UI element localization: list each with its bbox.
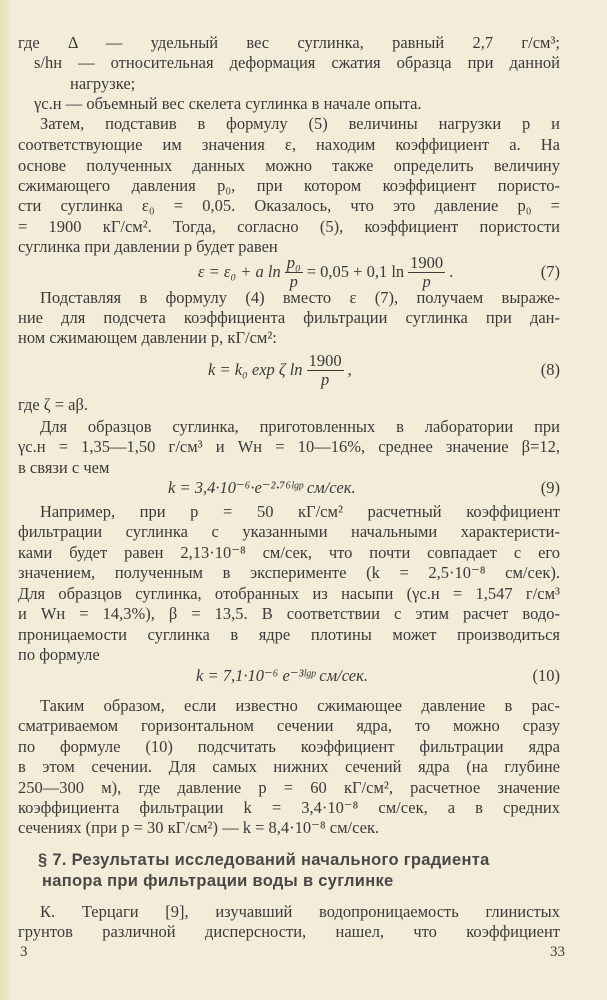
text-line: сматриваемом горизонтальном сечении ядра, то можно сразу [18, 716, 560, 735]
text-line: по формуле (10) подсчитать коэффициент фильтрации ядра [18, 737, 560, 756]
equation-number: (7) [540, 262, 560, 281]
text-line: значением, полученным в эксперименте (k = 2,5·10⁻⁸ см/сек). [18, 563, 560, 582]
eq-part: , [347, 360, 352, 379]
equation-number: (8) [540, 360, 560, 379]
text-line: сжимающего давления p₀, при котором коэффициент пористо- [18, 176, 560, 195]
text-line: по формуле [18, 645, 100, 664]
numerator: 1900 [308, 350, 342, 370]
text-line: γс.н = 1,35—1,50 г/см³ и Wн = 10—16%, среднее значение β=12, [18, 437, 560, 456]
signature-mark: 3 [20, 944, 28, 960]
text-line: суглинка при давлении p будет равен [18, 237, 278, 256]
text-line: Затем, подставив в формулу (5) величины нагрузки p и [40, 114, 560, 133]
text-line: и Wн = 14,3%), β = 13,5. В соответствии с этим расчет водо- [18, 604, 560, 623]
equation-8 [18, 348, 560, 392]
text-line: 250—300 м), где давление p = 60 кГ/см², расчетное значение [18, 778, 560, 797]
text-line: ками будет равен 2,13·10⁻⁸ см/сек, что почти совпадает с его [18, 543, 560, 562]
text-line: ние для подсчета коэффициента фильтрации суглинка при дан- [18, 308, 560, 327]
text-line: Для образцов суглинка, отобранных из насыпи (γс.н = 1,547 г/см³ [18, 584, 560, 603]
eq-part: k = 3,4·10⁻⁶·e⁻²·⁷⁶ˡᵍᵖ см/сек. [168, 478, 356, 497]
text-line: грунтов различной дисперсности, нашел, что коэффициент [18, 922, 560, 941]
text-line: проницаемости суглинка в ядре плотины может производиться [18, 625, 560, 644]
eq-part: = 0,05 + 0,1 ln [306, 262, 405, 281]
equation-number: (9) [540, 478, 560, 497]
fraction [307, 352, 344, 389]
eq-part: . [449, 262, 454, 281]
text-line: Например, при p = 50 кГ/см² расчетный коэффициент [40, 502, 560, 521]
page-edge-shadow [0, 0, 12, 1000]
text-line: в связи с чем [18, 458, 110, 477]
text-line: где Δ — удельный вес суглинка, равный 2,7 г/см³; [18, 33, 560, 52]
text-line: сти суглинка ε₀ = 0,05. Оказалось, что это давление p₀ = [18, 196, 560, 215]
equation-number: (10) [532, 666, 560, 685]
text-line: соответствующие им значения ε, находим коэффициент a. На [18, 135, 560, 154]
eq-part: k = 7,1·10⁻⁶ e⁻³ˡᵍᵖ см/сек. [196, 666, 368, 685]
equation-10 [18, 654, 560, 698]
text-line: К. Терцаги [9], изучавший водопроницаемость глинистых [40, 902, 560, 921]
denominator: p [320, 369, 330, 389]
fraction [285, 254, 303, 291]
eq-part: k = k₀ exp ζ ln [208, 360, 303, 379]
text-line: Таким образом, если известно сжимающее давление в рас- [40, 696, 560, 715]
text-line: ном сжимающем давлении p, кГ/см²: [18, 328, 277, 347]
text-line: в этом сечении. Для самых нижних сечений ядра (на глубине [18, 757, 560, 776]
text-line: = 1900 кГ/см². Тогда, согласно (5), коэффициент пористости [18, 217, 560, 236]
section-heading: напора при фильтрации воды в суглинке [42, 872, 394, 890]
text-line: сечениях (при p = 30 кГ/см²) — k = 8,4·10⁻⁸ см/сек. [18, 818, 380, 837]
eq-part: ε = ε₀ + a ln [198, 262, 281, 281]
text-line: Подставляя в формулу (4) вместо ε (7), получаем выраже- [40, 288, 560, 307]
section-heading: § 7. Результаты исследований начального градиента [38, 851, 490, 869]
text-line: Для образцов суглинка, приготовленных в лаборатории при [40, 417, 560, 436]
text-line: где ζ = aβ. [18, 395, 89, 414]
page-number: 33 [550, 944, 565, 960]
text-line: γс.н — объемный вес скелета суглинка в начале опыта. [34, 94, 422, 113]
text-line: s/hн — относительная деформация сжатия образца при данной [34, 53, 560, 72]
numerator: p₀ [286, 252, 301, 272]
text-line: нагрузке; [70, 74, 136, 93]
fraction [408, 254, 445, 291]
denominator: p [289, 271, 298, 291]
text-line: фильтрации суглинка с указанными начальными характеристи- [18, 522, 560, 541]
denominator: p [422, 271, 431, 291]
text-line: коэффициента фильтрации k = 3,4·10⁻⁸ см/сек, а в средних [18, 798, 560, 817]
text-line: основе полученных данных можно также определить величину [18, 156, 560, 175]
numerator: 1900 [410, 252, 444, 272]
